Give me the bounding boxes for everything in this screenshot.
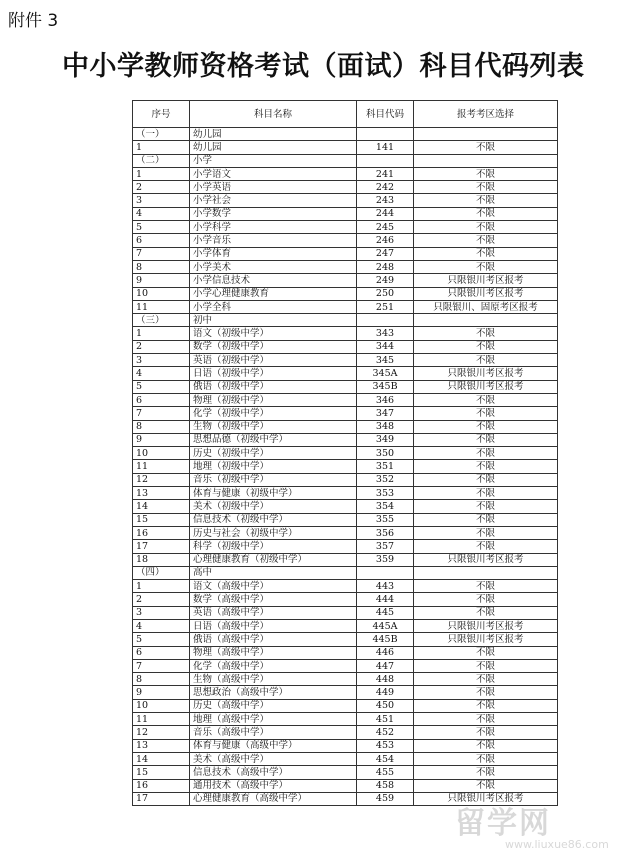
cell-index: 1 xyxy=(133,580,190,593)
table-body xyxy=(133,128,558,806)
section-row xyxy=(133,154,558,167)
cell-region: 不限 xyxy=(414,234,558,247)
cell-subject-code xyxy=(357,314,414,327)
cell-subject-name: 历史与社会（初级中学） xyxy=(190,526,357,539)
cell-subject-name: 小学语文 xyxy=(190,167,357,180)
cell-region: 不限 xyxy=(414,393,558,406)
cell-region: 只限银川考区报考 xyxy=(414,274,558,287)
cell-subject-name: 地理（高级中学） xyxy=(190,713,357,726)
cell-subject-code: 446 xyxy=(357,646,414,659)
cell-subject-code: 356 xyxy=(357,526,414,539)
cell-subject-code: 249 xyxy=(357,274,414,287)
cell-region: 不限 xyxy=(414,207,558,220)
cell-subject-code: 243 xyxy=(357,194,414,207)
cell-index: 8 xyxy=(133,420,190,433)
table-row xyxy=(133,526,558,539)
cell-subject-code: 449 xyxy=(357,686,414,699)
cell-subject-code: 347 xyxy=(357,407,414,420)
cell-subject-code: 355 xyxy=(357,513,414,526)
table-row xyxy=(133,739,558,752)
cell-index: 14 xyxy=(133,752,190,765)
cell-region: 不限 xyxy=(414,513,558,526)
cell-subject-code: 250 xyxy=(357,287,414,300)
cell-region: 不限 xyxy=(414,194,558,207)
cell-region: 不限 xyxy=(414,447,558,460)
cell-region: 不限 xyxy=(414,327,558,340)
cell-subject-code: 351 xyxy=(357,460,414,473)
cell-index: 4 xyxy=(133,207,190,220)
cell-region: 不限 xyxy=(414,354,558,367)
cell-subject-code: 343 xyxy=(357,327,414,340)
cell-subject-code: 357 xyxy=(357,540,414,553)
cell-region: 只限银川考区报考 xyxy=(414,287,558,300)
table-row xyxy=(133,274,558,287)
cell-region: 不限 xyxy=(414,433,558,446)
cell-subject-code: 348 xyxy=(357,420,414,433)
cell-subject-name: 数学（初级中学） xyxy=(190,340,357,353)
cell-index: 9 xyxy=(133,433,190,446)
header-subject-code: 科目代码 xyxy=(357,101,414,128)
cell-subject-code: 359 xyxy=(357,553,414,566)
cell-subject-name: 小学体育 xyxy=(190,247,357,260)
cell-subject-code: 242 xyxy=(357,181,414,194)
table-row xyxy=(133,420,558,433)
cell-region: 不限 xyxy=(414,473,558,486)
cell-region xyxy=(414,566,558,579)
cell-subject-name: 俄语（高级中学） xyxy=(190,633,357,646)
cell-subject-name: 幼儿园 xyxy=(190,128,357,141)
cell-subject-name: 小学英语 xyxy=(190,181,357,194)
cell-index: （四） xyxy=(133,566,190,579)
page-title: 中小学教师资格考试（面试）科目代码列表 xyxy=(62,51,585,82)
cell-region: 不限 xyxy=(414,141,558,154)
cell-region: 只限银川考区报考 xyxy=(414,367,558,380)
cell-region: 不限 xyxy=(414,726,558,739)
cell-index: 11 xyxy=(133,300,190,313)
table-row xyxy=(133,247,558,260)
cell-region: 不限 xyxy=(414,540,558,553)
cell-region: 不限 xyxy=(414,739,558,752)
cell-region: 不限 xyxy=(414,659,558,672)
table-row xyxy=(133,194,558,207)
cell-index: 7 xyxy=(133,407,190,420)
cell-subject-name: 生物（初级中学） xyxy=(190,420,357,433)
cell-subject-code: 452 xyxy=(357,726,414,739)
cell-subject-name: 体育与健康（初级中学） xyxy=(190,487,357,500)
cell-region: 不限 xyxy=(414,646,558,659)
cell-subject-code: 345A xyxy=(357,367,414,380)
cell-region: 不限 xyxy=(414,460,558,473)
cell-index: 4 xyxy=(133,367,190,380)
header-subject-name: 科目名称 xyxy=(190,101,357,128)
watermark-url: www.liuxue86.com xyxy=(505,838,609,851)
cell-region: 不限 xyxy=(414,779,558,792)
table-row xyxy=(133,646,558,659)
cell-subject-name: 音乐（高级中学） xyxy=(190,726,357,739)
cell-index: （一） xyxy=(133,128,190,141)
cell-subject-code: 455 xyxy=(357,766,414,779)
cell-subject-code: 344 xyxy=(357,340,414,353)
table-row xyxy=(133,167,558,180)
cell-index: 1 xyxy=(133,167,190,180)
cell-subject-code: 447 xyxy=(357,659,414,672)
table-row xyxy=(133,633,558,646)
table-row xyxy=(133,553,558,566)
cell-subject-code: 251 xyxy=(357,300,414,313)
section-row xyxy=(133,566,558,579)
cell-subject-name: 心理健康教育（高级中学） xyxy=(190,792,357,805)
cell-index: 6 xyxy=(133,393,190,406)
table-row xyxy=(133,460,558,473)
table-row xyxy=(133,686,558,699)
table-row xyxy=(133,513,558,526)
cell-subject-name: 信息技术（高级中学） xyxy=(190,766,357,779)
cell-index: 9 xyxy=(133,274,190,287)
cell-index: 13 xyxy=(133,487,190,500)
cell-subject-code: 245 xyxy=(357,221,414,234)
cell-subject-code: 443 xyxy=(357,580,414,593)
table-row xyxy=(133,380,558,393)
cell-subject-name: 信息技术（初级中学） xyxy=(190,513,357,526)
cell-index: 16 xyxy=(133,779,190,792)
table-row xyxy=(133,487,558,500)
cell-index: 7 xyxy=(133,659,190,672)
table-row xyxy=(133,766,558,779)
cell-index: 1 xyxy=(133,141,190,154)
table-row xyxy=(133,234,558,247)
table-row xyxy=(133,473,558,486)
section-row xyxy=(133,314,558,327)
cell-region: 不限 xyxy=(414,420,558,433)
cell-subject-name: 生物（高级中学） xyxy=(190,673,357,686)
cell-index: 8 xyxy=(133,673,190,686)
cell-subject-name: 历史（初级中学） xyxy=(190,447,357,460)
header-region: 报考考区选择 xyxy=(414,101,558,128)
cell-region: 不限 xyxy=(414,752,558,765)
cell-index: 1 xyxy=(133,327,190,340)
cell-subject-name: 历史（高级中学） xyxy=(190,699,357,712)
table-row xyxy=(133,327,558,340)
subject-code-table xyxy=(132,100,558,806)
cell-subject-code: 445B xyxy=(357,633,414,646)
cell-subject-name: 小学音乐 xyxy=(190,234,357,247)
cell-subject-name: 思想政治（高级中学） xyxy=(190,686,357,699)
table-row xyxy=(133,540,558,553)
cell-index: 5 xyxy=(133,633,190,646)
cell-region: 只限银川考区报考 xyxy=(414,633,558,646)
table-row xyxy=(133,260,558,273)
cell-subject-name: 初中 xyxy=(190,314,357,327)
cell-index: （二） xyxy=(133,154,190,167)
table-row xyxy=(133,673,558,686)
cell-region: 不限 xyxy=(414,686,558,699)
cell-index: 3 xyxy=(133,354,190,367)
cell-region: 不限 xyxy=(414,673,558,686)
cell-subject-code: 350 xyxy=(357,447,414,460)
cell-subject-code: 453 xyxy=(357,739,414,752)
table-row xyxy=(133,367,558,380)
cell-index: 13 xyxy=(133,739,190,752)
cell-subject-code: 353 xyxy=(357,487,414,500)
cell-region: 不限 xyxy=(414,181,558,194)
table-row xyxy=(133,447,558,460)
table-row xyxy=(133,221,558,234)
table-row xyxy=(133,779,558,792)
table-row xyxy=(133,407,558,420)
cell-index: 11 xyxy=(133,713,190,726)
cell-subject-code xyxy=(357,566,414,579)
cell-index: 5 xyxy=(133,380,190,393)
cell-region: 只限银川考区报考 xyxy=(414,792,558,805)
cell-index: 15 xyxy=(133,513,190,526)
watermark-logo xyxy=(455,798,620,858)
cell-index: 17 xyxy=(133,792,190,805)
cell-subject-name: 小学 xyxy=(190,154,357,167)
cell-subject-name: 英语（初级中学） xyxy=(190,354,357,367)
table-row xyxy=(133,287,558,300)
cell-subject-name: 小学全科 xyxy=(190,300,357,313)
cell-index: 16 xyxy=(133,526,190,539)
header-index: 序号 xyxy=(133,101,190,128)
cell-subject-name: 语文（高级中学） xyxy=(190,580,357,593)
cell-index: 8 xyxy=(133,260,190,273)
cell-region: 不限 xyxy=(414,247,558,260)
cell-index: 4 xyxy=(133,619,190,632)
cell-region: 不限 xyxy=(414,221,558,234)
table-row xyxy=(133,726,558,739)
cell-subject-code: 454 xyxy=(357,752,414,765)
cell-subject-code: 345 xyxy=(357,354,414,367)
cell-subject-name: 物理（高级中学） xyxy=(190,646,357,659)
cell-region: 不限 xyxy=(414,500,558,513)
cell-region xyxy=(414,154,558,167)
cell-region xyxy=(414,128,558,141)
table-row xyxy=(133,354,558,367)
table-row xyxy=(133,181,558,194)
cell-subject-name: 科学（初级中学） xyxy=(190,540,357,553)
cell-region: 只限银川考区报考 xyxy=(414,619,558,632)
cell-index: 3 xyxy=(133,194,190,207)
cell-subject-code: 445 xyxy=(357,606,414,619)
cell-index: 12 xyxy=(133,473,190,486)
cell-index: 10 xyxy=(133,447,190,460)
table-row xyxy=(133,659,558,672)
cell-region: 不限 xyxy=(414,260,558,273)
cell-subject-code: 458 xyxy=(357,779,414,792)
cell-index: 2 xyxy=(133,181,190,194)
cell-region: 只限银川考区报考 xyxy=(414,380,558,393)
cell-subject-name: 化学（初级中学） xyxy=(190,407,357,420)
cell-index: 10 xyxy=(133,287,190,300)
cell-subject-code: 248 xyxy=(357,260,414,273)
cell-subject-name: 音乐（初级中学） xyxy=(190,473,357,486)
cell-index: 5 xyxy=(133,221,190,234)
cell-subject-code: 246 xyxy=(357,234,414,247)
cell-subject-name: 心理健康教育（初级中学） xyxy=(190,553,357,566)
cell-subject-name: 高中 xyxy=(190,566,357,579)
cell-subject-code: 346 xyxy=(357,393,414,406)
cell-subject-name: 日语（高级中学） xyxy=(190,619,357,632)
cell-region: 不限 xyxy=(414,593,558,606)
table-row xyxy=(133,207,558,220)
cell-index: 18 xyxy=(133,553,190,566)
cell-subject-code: 352 xyxy=(357,473,414,486)
cell-index: 12 xyxy=(133,726,190,739)
cell-index: 15 xyxy=(133,766,190,779)
cell-subject-name: 小学科学 xyxy=(190,221,357,234)
section-row xyxy=(133,128,558,141)
cell-subject-name: 思想品德（初级中学） xyxy=(190,433,357,446)
cell-subject-name: 数学（高级中学） xyxy=(190,593,357,606)
cell-index: （三） xyxy=(133,314,190,327)
cell-subject-name: 幼儿园 xyxy=(190,141,357,154)
cell-region: 不限 xyxy=(414,606,558,619)
table-row xyxy=(133,433,558,446)
cell-index: 10 xyxy=(133,699,190,712)
cell-subject-name: 英语（高级中学） xyxy=(190,606,357,619)
cell-subject-code: 241 xyxy=(357,167,414,180)
cell-subject-name: 小学美术 xyxy=(190,260,357,273)
cell-index: 9 xyxy=(133,686,190,699)
cell-subject-name: 语文（初级中学） xyxy=(190,327,357,340)
cell-region: 不限 xyxy=(414,713,558,726)
table-row xyxy=(133,500,558,513)
cell-subject-code: 345B xyxy=(357,380,414,393)
cell-subject-name: 美术（高级中学） xyxy=(190,752,357,765)
cell-subject-name: 小学心理健康教育 xyxy=(190,287,357,300)
cell-subject-name: 地理（初级中学） xyxy=(190,460,357,473)
table-row xyxy=(133,340,558,353)
cell-index: 3 xyxy=(133,606,190,619)
attachment-label: 附件 3 xyxy=(8,11,59,31)
cell-index: 2 xyxy=(133,593,190,606)
cell-region: 只限银川考区报考 xyxy=(414,553,558,566)
cell-subject-code: 354 xyxy=(357,500,414,513)
cell-subject-code: 459 xyxy=(357,792,414,805)
cell-region: 不限 xyxy=(414,340,558,353)
cell-region: 不限 xyxy=(414,167,558,180)
cell-region: 不限 xyxy=(414,407,558,420)
cell-region: 不限 xyxy=(414,699,558,712)
cell-index: 11 xyxy=(133,460,190,473)
cell-index: 17 xyxy=(133,540,190,553)
cell-region: 只限银川、固原考区报考 xyxy=(414,300,558,313)
cell-subject-name: 体育与健康（高级中学） xyxy=(190,739,357,752)
cell-subject-code: 141 xyxy=(357,141,414,154)
table-row xyxy=(133,699,558,712)
cell-subject-name: 物理（初级中学） xyxy=(190,393,357,406)
cell-subject-name: 日语（初级中学） xyxy=(190,367,357,380)
table-row xyxy=(133,393,558,406)
cell-subject-name: 通用技术（高级中学） xyxy=(190,779,357,792)
cell-subject-code: 445A xyxy=(357,619,414,632)
table-row xyxy=(133,141,558,154)
cell-index: 7 xyxy=(133,247,190,260)
cell-region: 不限 xyxy=(414,580,558,593)
cell-subject-code: 349 xyxy=(357,433,414,446)
table-row xyxy=(133,593,558,606)
cell-subject-code: 448 xyxy=(357,673,414,686)
cell-region: 不限 xyxy=(414,487,558,500)
cell-index: 6 xyxy=(133,646,190,659)
table-row xyxy=(133,606,558,619)
cell-subject-code: 450 xyxy=(357,699,414,712)
cell-subject-code xyxy=(357,128,414,141)
table-header-row xyxy=(133,101,558,128)
cell-region: 不限 xyxy=(414,526,558,539)
cell-subject-name: 化学（高级中学） xyxy=(190,659,357,672)
cell-subject-code: 247 xyxy=(357,247,414,260)
table-row xyxy=(133,580,558,593)
cell-subject-code: 451 xyxy=(357,713,414,726)
cell-subject-name: 小学信息技术 xyxy=(190,274,357,287)
cell-subject-name: 小学数学 xyxy=(190,207,357,220)
cell-subject-code: 444 xyxy=(357,593,414,606)
cell-index: 6 xyxy=(133,234,190,247)
watermark-main: 留学网 xyxy=(455,806,551,841)
cell-index: 14 xyxy=(133,500,190,513)
cell-subject-name: 俄语（初级中学） xyxy=(190,380,357,393)
cell-subject-name: 美术（初级中学） xyxy=(190,500,357,513)
cell-region xyxy=(414,314,558,327)
cell-subject-name: 小学社会 xyxy=(190,194,357,207)
cell-subject-code xyxy=(357,154,414,167)
cell-subject-code: 244 xyxy=(357,207,414,220)
cell-region: 不限 xyxy=(414,766,558,779)
cell-index: 2 xyxy=(133,340,190,353)
table-row xyxy=(133,619,558,632)
table-row xyxy=(133,300,558,313)
table-row xyxy=(133,752,558,765)
table-row xyxy=(133,713,558,726)
